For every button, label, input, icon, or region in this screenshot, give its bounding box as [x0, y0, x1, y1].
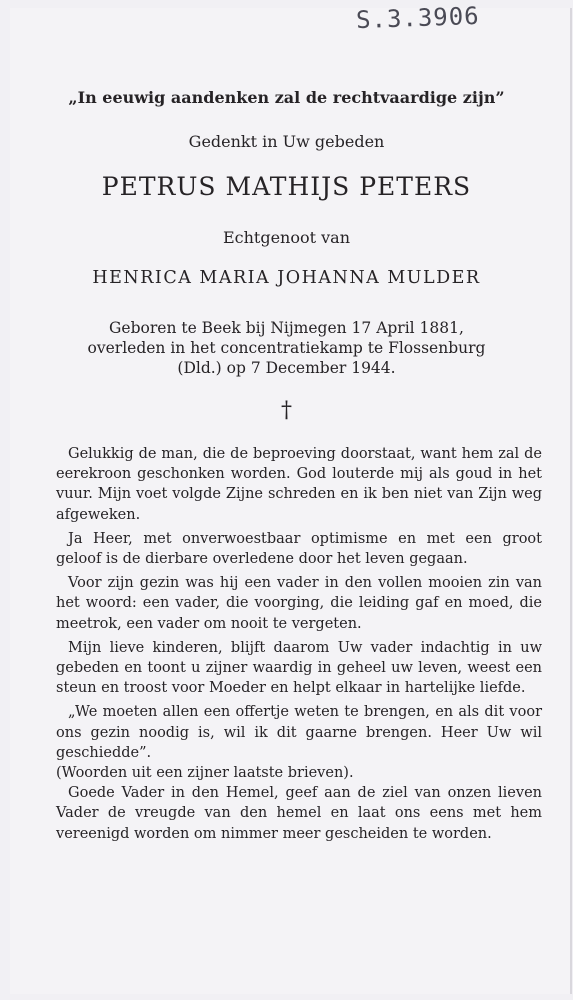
memorial-text — [56, 444, 542, 848]
deceased-name: PETRUS MATHIJS PETERS — [101, 172, 472, 201]
remember-line: Gedenkt in Uw gebeden — [188, 132, 385, 151]
handwritten-reference: S.3.3906 — [355, 1, 481, 35]
paragraph: Goede Vader in den Hemel, geef aan de ziel van onzen lieven Vader de vreugde van den hemel en laat ons eens met hem vereenigd worden om nimmer meer gescheiden te worden. — [56, 785, 542, 842]
quote-source: (Woorden uit een zijner laatste brieven). — [56, 765, 354, 782]
birth-line-2: overleden in het concentratiekamp te Flossenburg — [87, 339, 486, 357]
quote-paragraph: „We moeten allen een offertje weten te brengen, en als dit voor ons gezin noodig is, wil ik dit gaarne brengen. Heer Uw wil geschiedde”. — [56, 704, 542, 761]
paragraph: Ja Heer, met onverwoestbaar optimisme en met een groot geloof is de dierbare overledene door het leven gegaan. — [56, 530, 542, 568]
motto: „In eeuwig aandenken zal de rechtvaardige zijn” — [68, 88, 505, 107]
spouse-label: Echtgenoot van — [222, 228, 351, 247]
birth-line-3: (Dld.) op 7 December 1944. — [177, 359, 396, 377]
spouse-name: HENRICA MARIA JOHANNA MULDER — [92, 268, 481, 288]
paragraph: Gelukkig de man, die de beproeving doorstaat, want hem zal de eerekroon geschonken worden. God louterde mij als goud in het vuur. Mijn voet volgde Zijne schreden en ik ben niet van Zijn weg afgeweken. — [56, 446, 542, 523]
life-dates — [0, 318, 573, 378]
cross-icon: † — [281, 398, 292, 423]
paragraph: Voor zijn gezin was hij een vader in den vollen mooien zin van het woord: een vader, die voorging, die leiding gaf en moed, die meetrok, een vader om nooit te vergeten. — [56, 575, 542, 632]
birth-line-1: Geboren te Beek bij Nijmegen 17 April 1881, — [109, 319, 464, 337]
paragraph: Mijn lieve kinderen, blijft daarom Uw vader indachtig in uw gebeden en toont u zijner waardig in geheel uw leven, weest een steun en troost voor Moeder en helpt elkaar in hartelijke liefde. — [56, 639, 542, 697]
